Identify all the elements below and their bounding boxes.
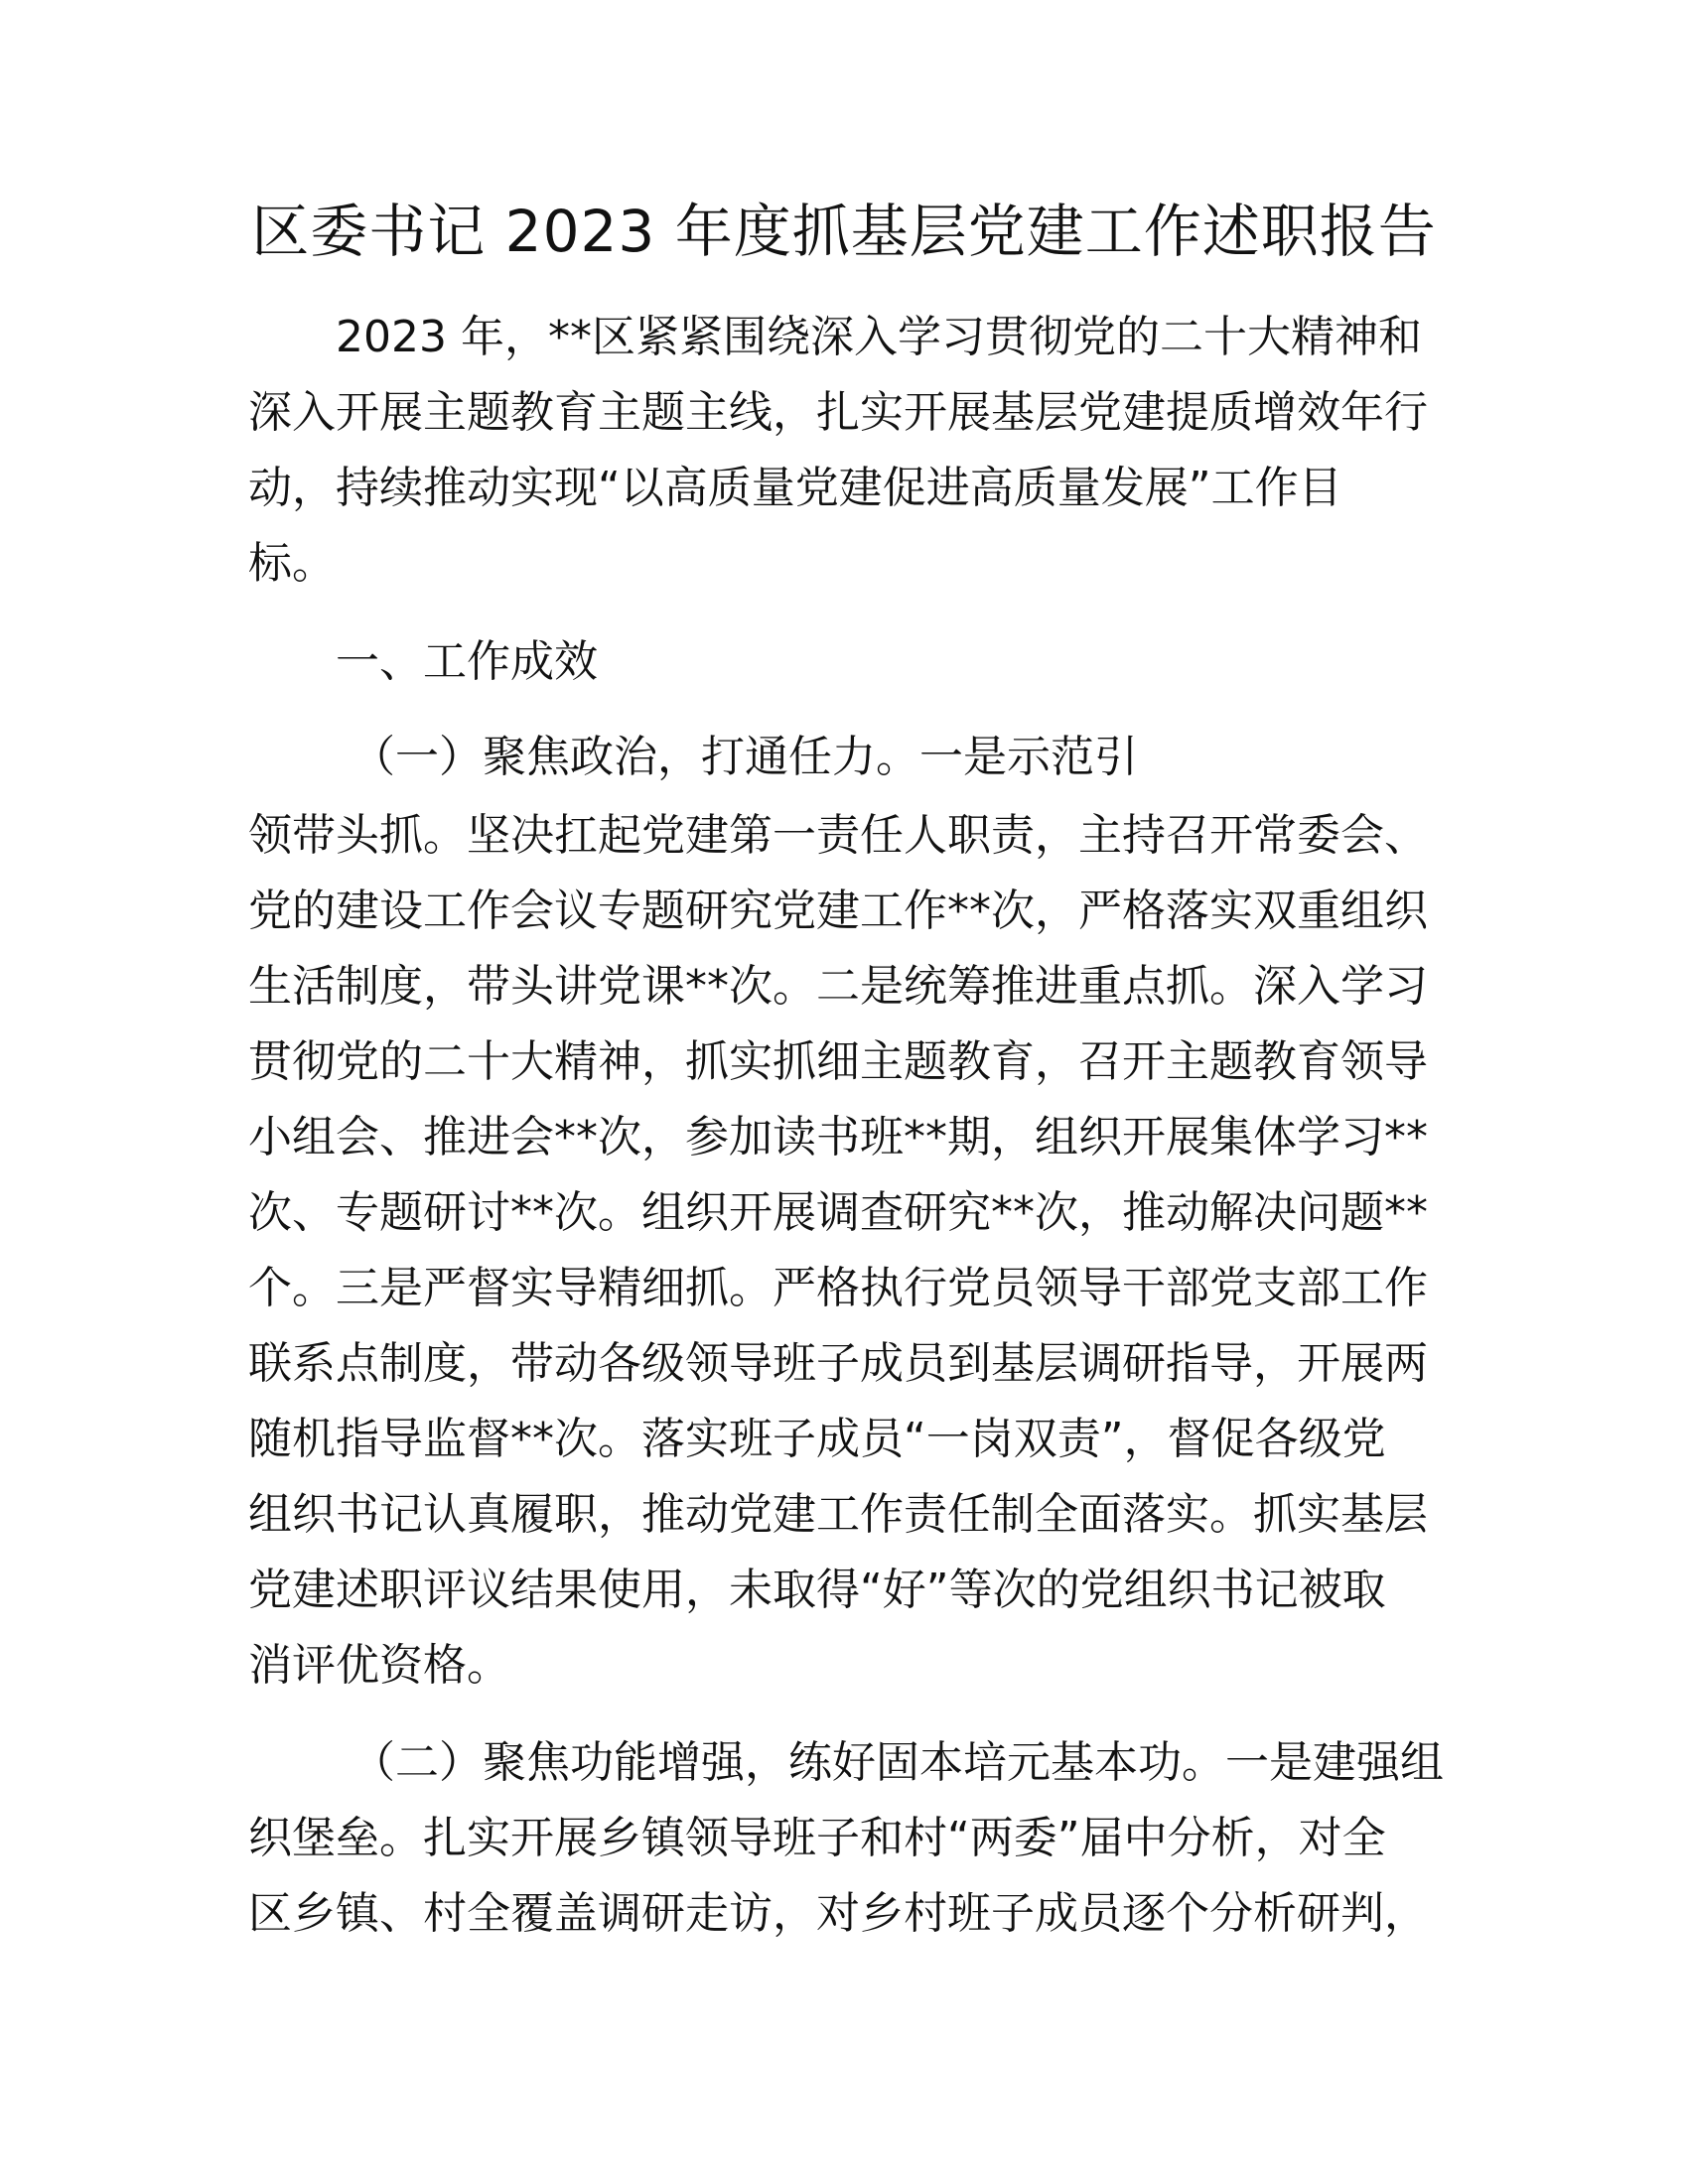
sub1-line-13: 消评优资格。 [248,1640,510,1691]
document-title: 区委书记 2023 年度抓基层党建工作述职报告 [251,198,1437,265]
sub1-line-7: 次、专题研讨**次。组织开展调查研究**次，推动解决问题** [248,1187,1428,1238]
sub1-line-9: 联系点制度，带动各级领导班子成员到基层调研指导，开展两 [248,1338,1428,1389]
sub1-line-1: （一）聚焦政治，打通任力。一是示范引 [352,732,1138,782]
sub1-line-5: 贯彻党的二十大精神，抓实抓细主题教育，召开主题教育领导 [248,1036,1428,1087]
section-heading-1: 一、工作成效 [336,636,598,687]
sub1-line-4: 生活制度，带头讲党课**次。二是统筹推进重点抓。深入学习 [248,961,1428,1012]
sub1-line-2: 领带头抓。坚决扛起党建第一责任人职责，主持召开常委会、 [248,810,1428,861]
sub1-line-11: 组织书记认真履职，推动党建工作责任制全面落实。抓实基层 [248,1489,1428,1540]
sub2-line-3: 区乡镇、村全覆盖调研走访，对乡村班子成员逐个分析研判， [248,1888,1428,1939]
intro-line-3: 动，持续推动实现“以高质量党建促进高质量发展”工作目 [248,463,1342,513]
sub2-line-1: （二）聚焦功能增强，练好固本培元基本功。一是建强组 [352,1737,1444,1788]
intro-line-4: 标。 [248,538,336,589]
intro-line-2: 深入开展主题教育主题主线，扎实开展基层党建提质增效年行 [248,387,1428,438]
sub1-line-12: 党建述职评议结果使用，未取得“好”等次的党组织书记被取 [248,1565,1386,1615]
sub1-line-10: 随机指导监督**次。落实班子成员“一岗双责”，督促各级党 [248,1414,1386,1464]
sub2-line-2: 织堡垒。扎实开展乡镇领导班子和村“两委”届中分析，对全 [248,1813,1386,1863]
intro-line-1: 2023 年，**区紧紧围绕深入学习贯彻党的二十大精神和 [336,312,1422,362]
sub1-line-8: 个。三是严督实导精细抓。严格执行党员领导干部党支部工作 [248,1263,1428,1313]
sub1-line-6: 小组会、推进会**次，参加读书班**期，组织开展集体学习** [248,1112,1428,1162]
sub1-line-3: 党的建设工作会议专题研究党建工作**次，严格落实双重组织 [248,886,1428,936]
